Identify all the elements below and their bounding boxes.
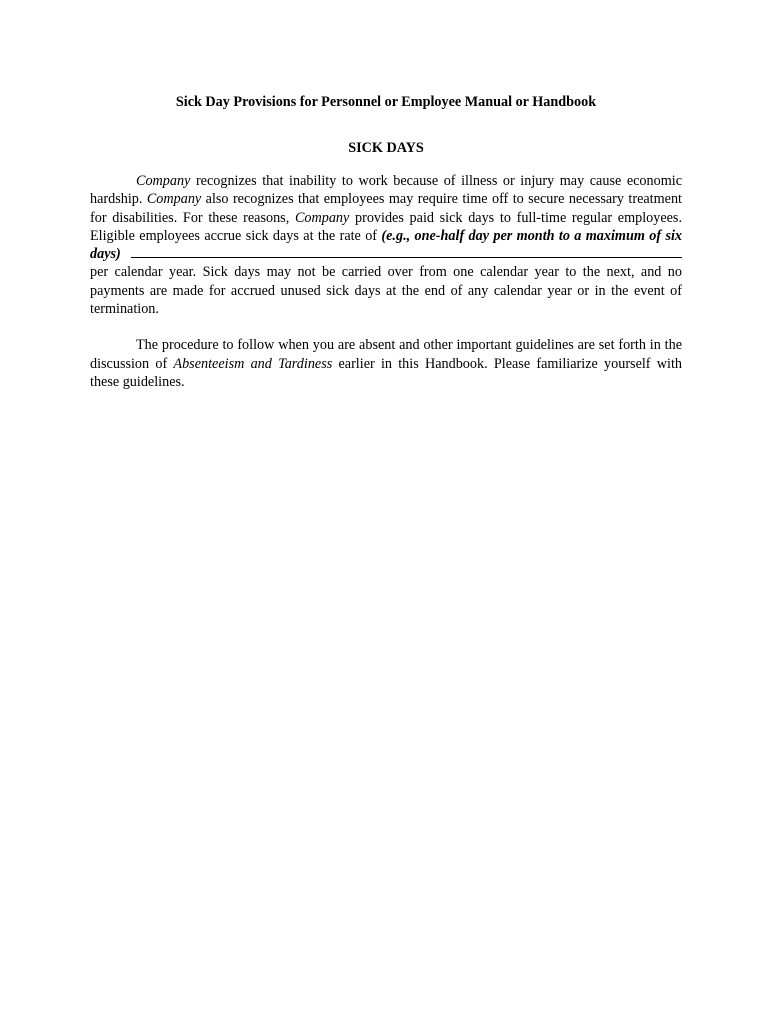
company-placeholder: Company [136, 173, 191, 189]
paragraph-text: also recognizes that employees may require time off to secure necessary treatment for disabilities. For these reasons, [90, 191, 682, 226]
document-page [90, 92, 682, 391]
fill-in-blank-line[interactable] [131, 245, 503, 258]
paragraph-text: earlier in this Handbook. Please familiarize yourself with these guidelines. [90, 355, 682, 390]
paragraph-text: recognizes that inability to work because of illness or injury may cause economic hardship. [90, 173, 682, 208]
document-title: Sick Day Provisions for Personnel or Employee Manual or Handbook [175, 94, 597, 110]
paragraph-text: per calendar year. Sick days may not be carried over from one calendar year to the next, and no payments are made for accrued unused sick days at the end of any calendar year or in the event of termination. [90, 264, 682, 318]
company-placeholder: Company [146, 191, 202, 208]
rate-example: (e.g., one-half day per month to a maximum of six days) [90, 227, 682, 263]
handbook-reference: Absenteeism and Tardiness [173, 355, 333, 372]
fill-in-blank-line[interactable] [467, 245, 682, 258]
paragraph-procedure [90, 336, 682, 391]
section-heading: SICK DAYS [348, 140, 424, 156]
paragraph-sick-day-policy [90, 172, 682, 318]
paragraph-text: The procedure to follow when you are absent and other important guidelines are set forth in the discussion of [90, 337, 682, 372]
company-placeholder: Company [294, 209, 350, 226]
paragraph-text: provides paid sick days to full-time regular employees. Eligible employees accrue sick days at the rate of [90, 209, 682, 244]
